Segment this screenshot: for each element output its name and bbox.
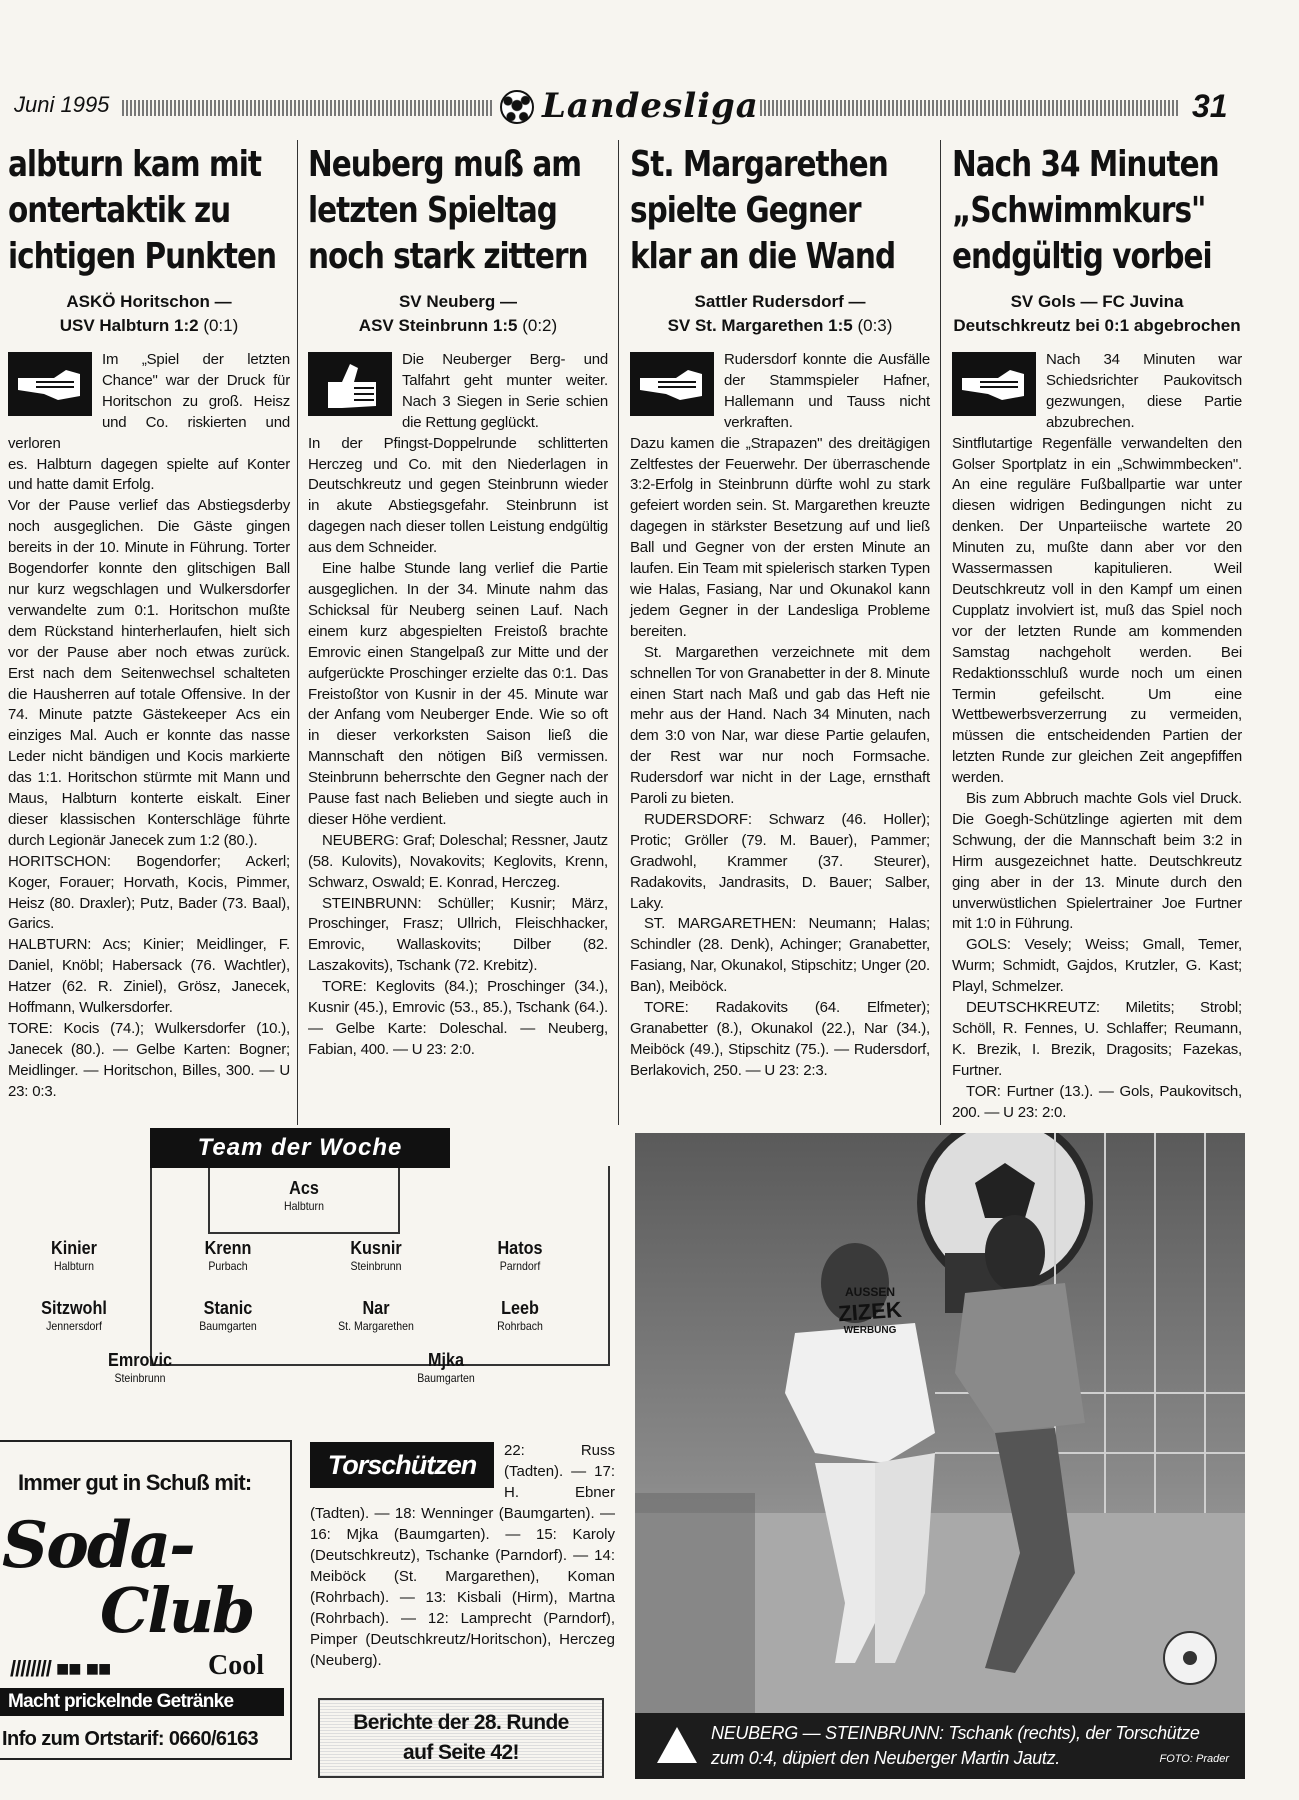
player-card: Kusnir Steinbrunn — [350, 1238, 402, 1273]
match-result: SV Gols — FC Juvina Deutschkreutz bei 0:1 abgebrochen — [953, 292, 1241, 335]
notice-box: Berichte der 28. Runde auf Seite 42! — [318, 1698, 604, 1778]
match-photo — [635, 1133, 1245, 1713]
article-body: Rudersdorf konnte die Ausfälle der Stammspieler Hafner, Hallemann und Tauss nicht verkraften. Dazu kamen die „Strapazen" des dreitägigen Zeltfestes der Feuerwehr. Der überraschende 3:2-Erfolg in Steinbrunn dürfte wohl zu stark gefeiert worden sein. St. Margarethen kreuzte dagegen in stärkster Besetzung auf und ließ Ball und Gegner von der ersten Minute an laufen. Ein Team mit spielerisch starken Typen wie Halas, Fasiang, Nar und Okunakol kann jedem Gegner in der Landesliga Probleme bereiten. St. Margarethen verzeichnete mit dem schnellen Tor von Granabetter in der 8. Minute einen Start nach Maß und gab das Heft nie mehr aus der Hand. Nach 34 Minuten, nach dem 3:0 von Nar, war diese Partie gelaufen, der Rest war nur noch Formsache. Rudersdorf war nicht in der Lage, ernsthaft Paroli zu bieten. RUDERSDORF: Schwarz (46. Holler); Protic; Gröller (79. M. Bauer), Pammer; Gradwohl, Krammer (37. Steurer), Radakovits, Jandrasits, D. Bauer; Salber, Laky. ST. MARGARETHEN: Neumann; Halas; Schindler (28. Denk), Achinger; Granabetter, Fasiang, Nar, Okunakol, Stipschitz; Unger (20. Ban), Meiböck. TORE: Radakovits (64. Elfmeter); Granabetter (8.), Okunakol (22.), Nar (34.), Meiböck (49.), Stipschitz (75.). — Rudersdorf, Berlakovich, 250. — U 23: 2:3. — [630, 351, 930, 1079]
player-card: Acs Halbturn — [284, 1178, 324, 1213]
match-result: SV Neuberg — ASV Steinbrunn 1:5 (0:2) — [358, 292, 558, 335]
article-body: Nach 34 Minuten war Schiedsrichter Paukovitsch gezwungen, diese Partie abzubrechen. Sintflutartige Regenfälle verwandelten den Golser Sportplatz in ein „Schwimmbecken". An eine reguläre Fußballpartie war unter diesen widrigen Bedingungen nicht zu denken. Der Unparteiische wartete 20 Minuten zu, mußte dann aber vor den Wassermassen kapitulieren. Weil Deutschkreutz voll in den Kampf um einen Cupplatz involviert ist, muß das Spiel noch vor der letzten Runde am kommenden Samstag nachgeholt werden. Bei Redaktionsschluß wurde noch um einen Termin gefeilscht. Um eine Wettbewerbsverzerrung zu vermeiden, müssen die entscheidenden Partien der letzten Runde zur gleichen Zeit angepfiffen werden. Bis zum Abbruch machte Gols viel Druck. Die Goegh-Schützlinge agierten mit dem Schwung, der die Mannschaft beim 3:2 in Hirm ausgezeichnet hatte. Deutschkreutz ging aber in der 13. Minute durch den unverwüstlichen Spielertrainer Joe Furtner mit 1:0 in Führung. GOLS: Vesely; Weiss; Gmall, Temer, Wurm; Schmidt, Gajdos, Krutzler, G. Kast; Playl, Schmelzer. DEUTSCHKREUTZ: Miletits; Strobl; Schöll, R. Fennes, U. Schlaffer; Reumann, K. Brezik, I. Brezik, Dragosits; Fazekas, Furtner. TOR: Furtner (13.). — Gols, Paukovitsch, 200. — U 23: 2:0. — [952, 351, 1242, 1121]
photo-caption — [635, 1713, 1245, 1779]
column-divider — [297, 140, 298, 1125]
header-rule-left — [122, 100, 492, 116]
scorers-title: Torschützen — [310, 1442, 494, 1488]
top-scorers — [310, 1440, 615, 1671]
article-body: Im „Spiel der letzten Chance" war der Druck für Horitschon zu groß. Heisz und Co. riskierten und verloren es. Halbturn dagegen spielte auf Konter und hatte damit Erfolg. Vor der Pause verlief das Abstiegsderby noch ausgeglichen. Die Gäste gingen bereits in der 10. Minute in Führung. Torter Bogendorfer konnte den glitschigen Ball nur kurz wegschlagen und Wulkersdorfer verwandelte zum 0:1. Horitschon mußte dem Rückstand hinterherlaufen, hielt sich vor der Pause aber noch etwas zurück. Erst nach dem Seitenwechsel schalteten die Hausherren auf totale Offensive. In der 74. Minute patzte Gästekeeper Acs ein einziges Mal. Auch er konnte das nasse Leder nicht bändigen und Kocis markierte das 1:1. Horitschon stürmte mit Mann und Maus, Halbturn konterte eiskalt. Einer dieser klassischen Konterschläge führte durch Legionär Janecek zum 1:2 (80.). HORITSCHON: Bogendorfer; Ackerl; Koger, Forauer; Horvath, Kocis, Pimmer, Heisz (80. Draxler); Putz, Bader (73. Baal), Garics. HALBTURN: Acs; Kinier; Meidlinger, F. Daniel, Knöbl; Habersack (76. Wachtler), Hatzer (62. R. Ziniel), Grösz, Janecek, Hoffmann, Wulkersdorfer. TORE: Kocis (74.); Wulkersdorfer (10.), Janecek (80.). — Gelbe Karten: Bogner; Meidlinger. — Horitschon, Billes, 300. — U 23: 0:3. — [8, 351, 290, 1100]
player-card: Emrovic Steinbrunn — [108, 1350, 172, 1385]
ad-cool: Cool — [208, 1650, 264, 1681]
ad-phone: Info zum Ortstarif: 0660/6163 — [2, 1728, 259, 1750]
thumbs-down-icon — [8, 352, 92, 416]
issue-date: Juni 1995 — [14, 92, 110, 117]
section-logo — [500, 86, 759, 128]
column-divider — [618, 140, 619, 1125]
player-card: Sitzwohl Jennersdorf — [41, 1298, 107, 1333]
article-headline: St. Margarethen spielte Gegner klar an die Wand — [630, 144, 896, 277]
thumbs-up-icon — [308, 352, 392, 416]
page-header — [0, 88, 1299, 128]
triangle-up-icon — [657, 1727, 697, 1763]
match-result: Sattler Rudersdorf — SV St. Margarethen 1:5 (0:3) — [667, 292, 893, 335]
player-card: Kinier Halbturn — [51, 1238, 97, 1273]
player-card: Leeb Rohrbach — [497, 1298, 543, 1333]
player-card: Hatos Parndorf — [497, 1238, 543, 1273]
article-1 — [8, 142, 290, 1103]
team-title: Team der Woche — [150, 1128, 450, 1168]
thumbs-down-icon — [630, 352, 714, 416]
caption-text: NEUBERG — STEINBRUNN: Tschank (rechts), der Torschütze zum 0:4, düpiert den Neuberger Martin Jautz. — [711, 1723, 1200, 1768]
soccer-ball-icon — [500, 90, 534, 124]
scorers-list: 22: Russ (Tadten). — 17: H. Ebner (Tadten). — 18: Wenninger (Baumgarten). — 16: Mjka (Baumgarten). — 15: Karoly (Deutschkreutz), Tschanke (Parndorf). — 14: Meiböck (St. Margarethen), Koman (Rohrbach). — 13: Kisbali (Hirm), Martna (Rohrbach). — 12: Lamprecht (Parndorf), Pimper (Deutschkreutz/Horitschon), Herczeg (Neuberg). — [310, 1442, 615, 1669]
article-headline: Nach 34 Minuten „Schwimmkurs" endgültig vorbei — [952, 144, 1219, 277]
article-body: Die Neuberger Berg- und Talfahrt geht munter weiter. Nach 3 Siegen in Serie schien die Rettung geglückt. In der Pfingst-Doppelrunde schlitterten Herczeg und Co. mit den Niederlagen in Deutschkreutz und gegen Steinbrunn wieder in akute Abstiegsgefahr. Steinbrunn ist dagegen nach dieser tollen Leistung endgültig aus dem Schneider. Eine halbe Stunde lang verlief die Partie ausgeglichen. In der 34. Minute nahm das Schicksal für Neuberg seinen Lauf. Nach einem kurz abgespielten Freistoß brachte Emrovic einen Stangelpaß zur Mitte und der aufgerückte Proschinger erzielte das 0:1. Das Freistoßtor von Kusnir in der 45. Minute war der Anfang vom Neuberger Ende. Wie so oft in dieser verkorksten Saison ließ die Mannschaft den nötigen Biß vermissen. Steinbrunn beherrschte den Gegner nach der Pause fast nach Belieben und siegte auch in dieser Höhe verdient. NEUBERG: Graf; Doleschal; Ressner, Jautz (58. Kulovits), Novakovits; Keglovits, Krenn, Schwarz, Oswald; E. Konrad, Herczeg. STEINBRUNN: Schüller; Kusnir; März, Proschinger, Frasz; Ullrich, Fleischhacker, Emrovic, Wallaskovits; Dilber (82. Laszakovits), Tschank (72. Krebitz). TORE: Keglovits (84.); Proschinger (34.), Kusnir (45.), Emrovic (53., 85.), Tschank (64.). — Gelbe Karte: Doleschal. — Neuberg, Fabian, 400. — U 23: 2:0. — [308, 351, 608, 1058]
article-headline: Neuberg muß am letzten Spieltag noch stark zittern — [308, 144, 588, 277]
article-headline: albturn kam mit ontertaktik zu ichtigen Punkten — [8, 144, 277, 277]
ad-brand-logo: Soda- — [2, 1508, 194, 1583]
ad-brand-logo: Club — [100, 1574, 254, 1647]
page-number: 31 — [1192, 88, 1228, 124]
header-rule-right — [760, 100, 1180, 116]
shirt-sponsor: AUSSEN ZIZEK WERBUNG — [837, 1285, 903, 1336]
soda-club-ad — [0, 1440, 292, 1760]
team-of-the-week — [10, 1128, 610, 1408]
ad-tagline: Immer gut in Schuß mit: — [18, 1470, 252, 1495]
thumbs-down-icon — [952, 352, 1036, 416]
player-card: Mjka Baumgarten — [417, 1350, 475, 1385]
photo-illustration — [635, 1133, 1245, 1713]
match-result: ASKÖ Horitschon — USV Halbturn 1:2 (0:1) — [59, 292, 239, 335]
ad-strip: Macht prickelnde Getränke — [0, 1688, 284, 1716]
ad-decoration: //////// ■■ ■■ — [10, 1656, 111, 1681]
article-4 — [952, 142, 1242, 1124]
article-2 — [308, 142, 608, 1061]
player-card: Nar St. Margarethen — [338, 1298, 414, 1333]
player-card: Krenn Purbach — [204, 1238, 252, 1273]
column-divider — [940, 140, 941, 1125]
section-title: Landesliga — [542, 86, 759, 126]
player-card: Stanic Baumgarten — [199, 1298, 257, 1333]
article-3 — [630, 142, 930, 1082]
photo-credit: FOTO: Prader — [1159, 1753, 1229, 1765]
